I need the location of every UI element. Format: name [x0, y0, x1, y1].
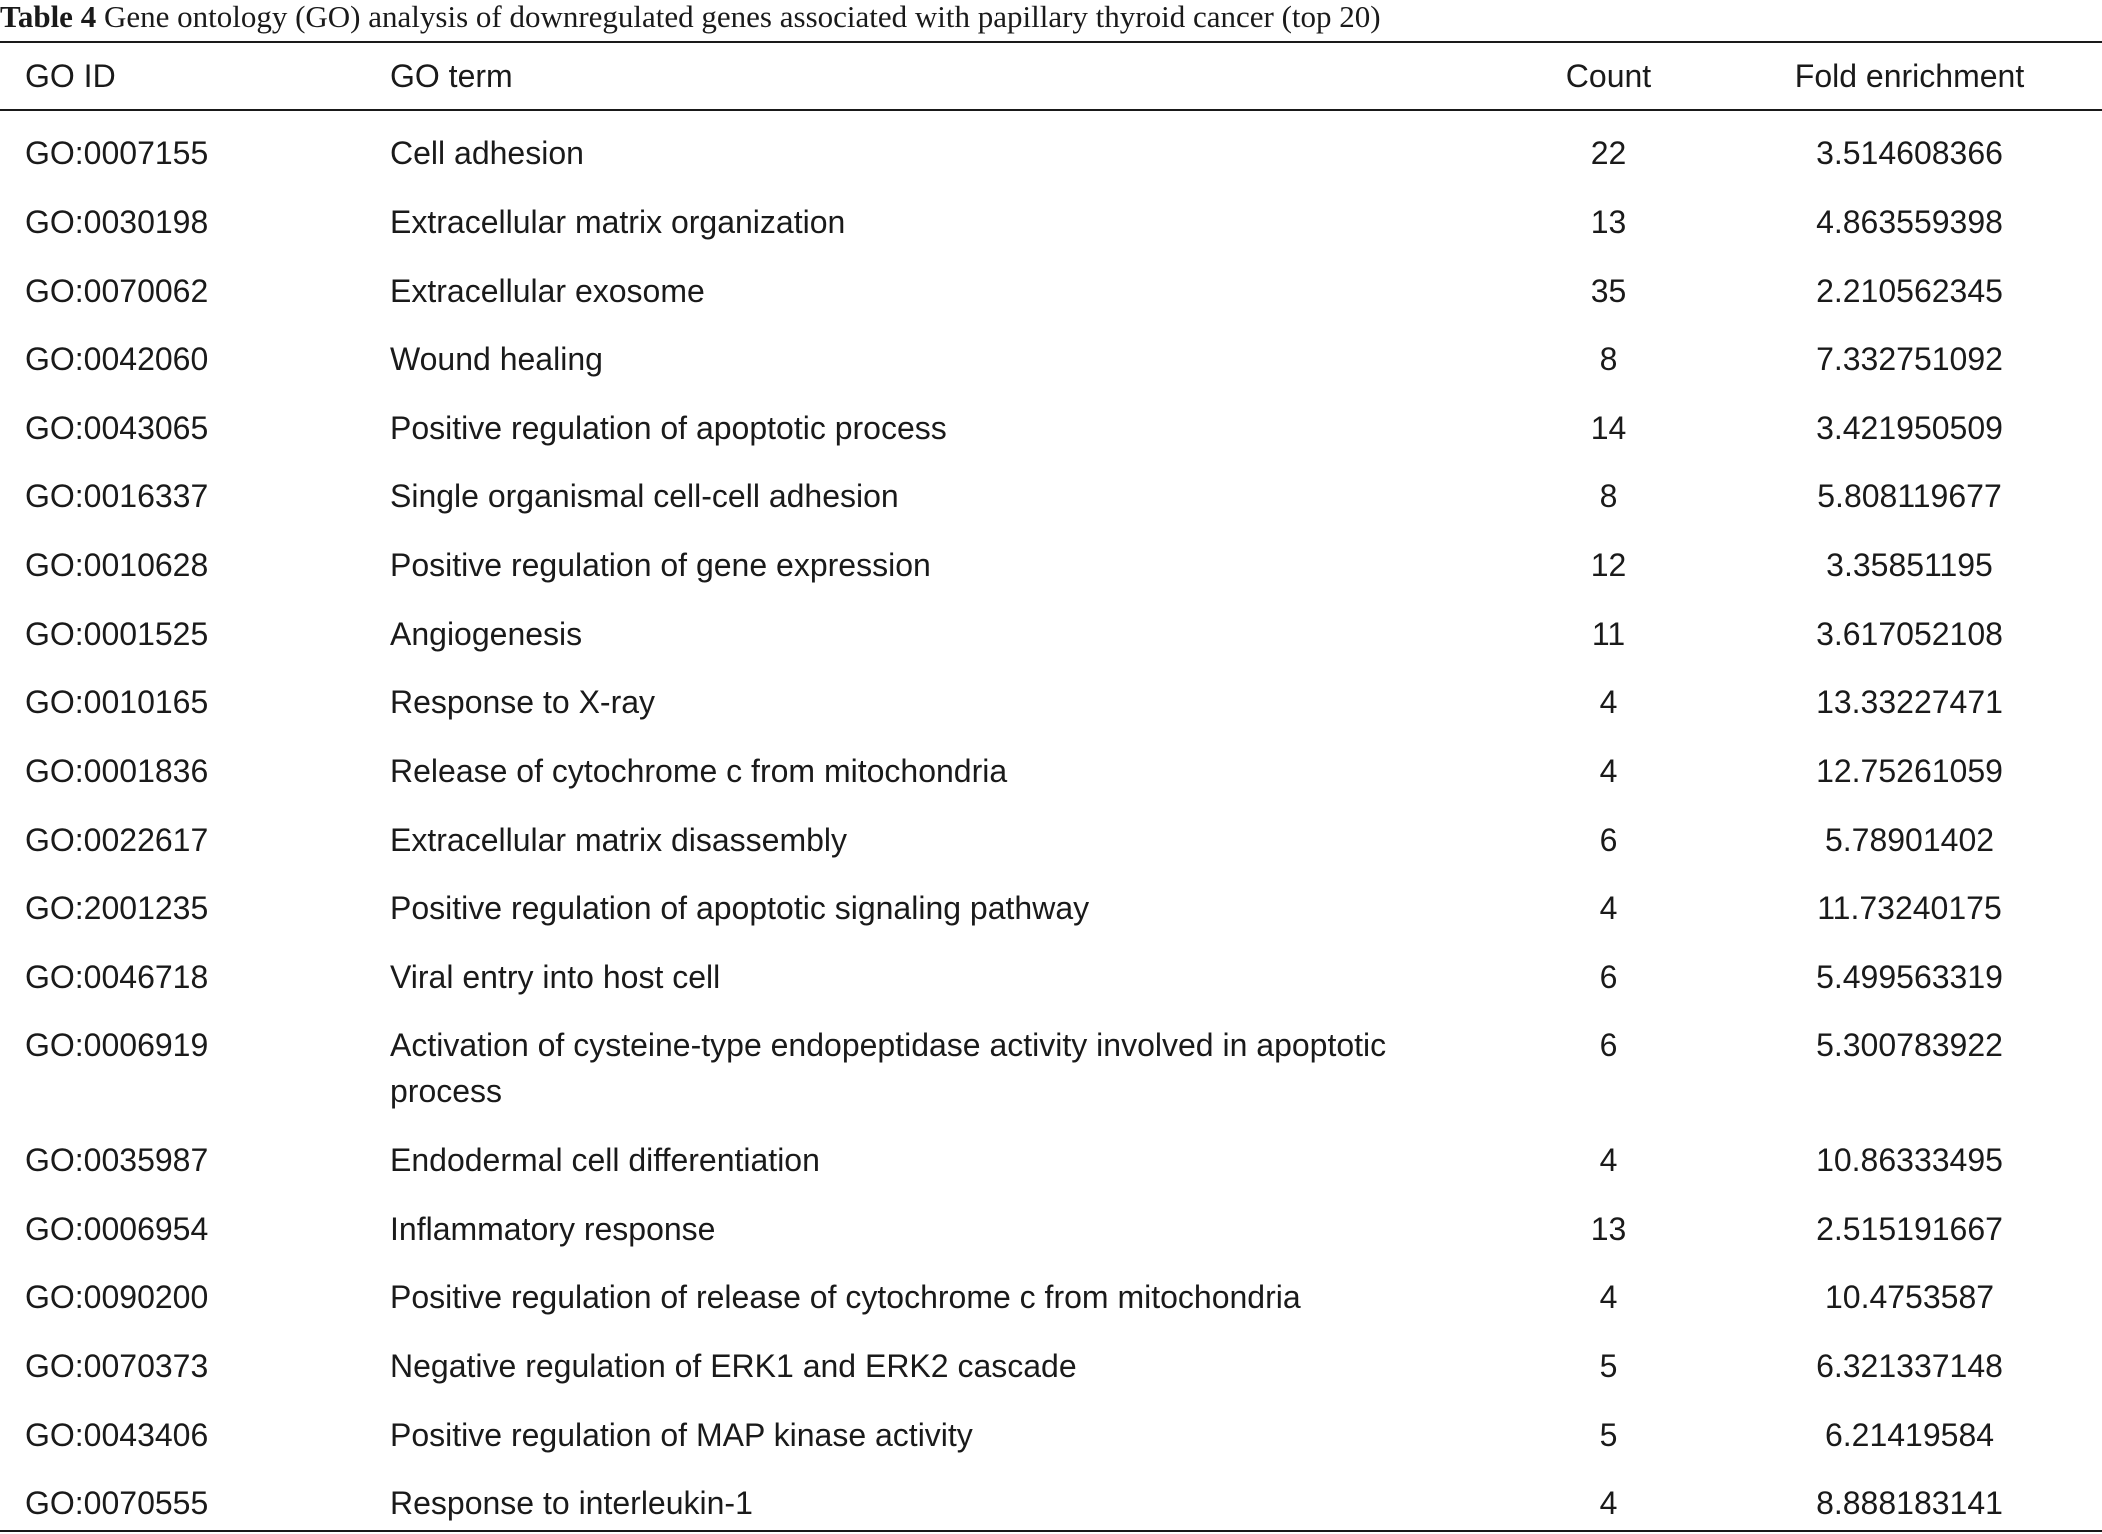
cell-count-text: 4: [1599, 1279, 1618, 1316]
cell-count-text: 5: [1599, 1416, 1618, 1453]
cell-fold-enrichment: [1717, 864, 2102, 933]
table-row: [0, 1253, 2102, 1322]
caption-label: Table 4: [0, 0, 97, 34]
cell-fold-enrichment-text: 13.33227471: [1816, 684, 2003, 721]
cell-fold-enrichment-text: 10.4753587: [1824, 1279, 1995, 1316]
cell-fold-enrichment-text: 2.515191667: [1816, 1210, 2003, 1247]
cell-fold-enrichment-text: 3.617052108: [1816, 615, 2003, 652]
cell-go-id-text: GO:0001525: [25, 615, 209, 652]
cell-count: [1500, 933, 1717, 1002]
cell-count: [1500, 109, 1717, 178]
cell-count: [1500, 1390, 1717, 1459]
cell-fold-enrichment-text: 5.499563319: [1816, 958, 2003, 995]
table-caption: [0, 0, 1381, 40]
cell-count: [1500, 178, 1717, 247]
table-row: [0, 864, 2102, 933]
cell-count: [1500, 1459, 1717, 1528]
cell-go-term: [390, 109, 1500, 178]
cell-count: [1500, 658, 1717, 727]
cell-go-term: [390, 1116, 1500, 1185]
cell-go-term: [390, 589, 1500, 658]
cell-fold-enrichment: [1717, 1001, 2102, 1116]
cell-fold-enrichment: [1717, 933, 2102, 1002]
cell-fold-enrichment-text: 5.78901402: [1824, 821, 1995, 858]
cell-count-text: 35: [1590, 272, 1627, 309]
header-go-term: GO term: [390, 58, 513, 94]
cell-count-text: 4: [1599, 1485, 1618, 1522]
cell-go-term-text: Release of cytochrome c from mitochondria: [390, 752, 1008, 789]
cell-count: [1500, 452, 1717, 521]
cell-go-id-text: GO:0042060: [25, 341, 209, 378]
cell-count-text: 8: [1599, 341, 1618, 378]
cell-go-id: [0, 521, 390, 590]
cell-go-term-text: Cell adhesion: [390, 135, 584, 172]
cell-go-id: [0, 1390, 390, 1459]
cell-count: [1500, 1253, 1717, 1322]
cell-go-term-text: Negative regulation of ERK1 and ERK2 cascade: [390, 1347, 1077, 1384]
cell-go-term: [390, 658, 1500, 727]
cell-go-term-text: Extracellular exosome: [390, 272, 705, 309]
cell-go-term-text: Response to interleukin-1: [390, 1485, 753, 1522]
header-count: Count: [1565, 58, 1652, 94]
table-row: [0, 178, 2102, 247]
cell-count: [1500, 864, 1717, 933]
cell-count-text: 8: [1599, 478, 1618, 515]
cell-go-term: [390, 1322, 1500, 1391]
cell-go-id: [0, 384, 390, 453]
cell-count: [1500, 727, 1717, 796]
cell-fold-enrichment: [1717, 1390, 2102, 1459]
cell-count-text: 4: [1599, 752, 1618, 789]
cell-count: [1500, 1184, 1717, 1253]
header-go-id: GO ID: [25, 58, 116, 94]
cell-go-id: [0, 933, 390, 1002]
cell-fold-enrichment-text: 5.300783922: [1816, 1027, 2003, 1064]
table-row: [0, 1184, 2102, 1253]
cell-count: [1500, 315, 1717, 384]
cell-fold-enrichment-text: 10.86333495: [1816, 1142, 2003, 1179]
cell-go-id: [0, 589, 390, 658]
cell-go-id: [0, 246, 390, 315]
cell-go-id-text: GO:0030198: [25, 203, 209, 240]
cell-go-id: [0, 1184, 390, 1253]
cell-fold-enrichment: [1717, 1322, 2102, 1391]
table-row: [0, 795, 2102, 864]
cell-go-term-text: Positive regulation of gene expression: [390, 547, 931, 584]
cell-go-id: [0, 727, 390, 796]
cell-fold-enrichment: [1717, 1184, 2102, 1253]
cell-go-term-text: Positive regulation of apoptotic signaling pathway: [390, 890, 1090, 927]
cell-go-id-text: GO:0043065: [25, 409, 209, 446]
cell-fold-enrichment: [1717, 658, 2102, 727]
cell-fold-enrichment-text: 3.421950509: [1816, 409, 2003, 446]
cell-go-id-text: GO:0010165: [25, 684, 209, 721]
cell-go-term: [390, 864, 1500, 933]
cell-count: [1500, 1322, 1717, 1391]
cell-go-term: [390, 933, 1500, 1002]
cell-go-term-text: Viral entry into host cell: [390, 958, 721, 995]
cell-fold-enrichment-text: 4.863559398: [1816, 203, 2003, 240]
cell-go-term: [390, 795, 1500, 864]
table-row: [0, 1001, 2102, 1116]
cell-go-id-text: GO:0007155: [25, 135, 209, 172]
cell-go-id: [0, 1322, 390, 1391]
cell-go-term: [390, 1390, 1500, 1459]
cell-count-text: 13: [1590, 1210, 1627, 1247]
cell-go-id-text: GO:0070062: [25, 272, 209, 309]
cell-count-text: 14: [1590, 409, 1627, 446]
table-row: [0, 1116, 2102, 1185]
header-row: [0, 43, 2102, 109]
table-body: [0, 109, 2102, 1528]
cell-fold-enrichment-text: 2.210562345: [1816, 272, 2003, 309]
cell-fold-enrichment-text: 6.21419584: [1824, 1416, 1995, 1453]
cell-go-term: [390, 521, 1500, 590]
cell-fold-enrichment-text: 3.514608366: [1816, 135, 2003, 172]
cell-fold-enrichment: [1717, 109, 2102, 178]
cell-go-term: [390, 1253, 1500, 1322]
cell-go-id: [0, 864, 390, 933]
table-row: [0, 246, 2102, 315]
cell-go-id: [0, 452, 390, 521]
cell-go-id-text: GO:0022617: [25, 821, 209, 858]
cell-count: [1500, 1116, 1717, 1185]
cell-count-text: 6: [1599, 821, 1618, 858]
cell-count-text: 5: [1599, 1347, 1618, 1384]
cell-go-id-text: GO:0070555: [25, 1485, 209, 1522]
cell-fold-enrichment: [1717, 452, 2102, 521]
cell-go-id-text: GO:0006954: [25, 1210, 209, 1247]
cell-go-id-text: GO:0070373: [25, 1347, 209, 1384]
cell-count-text: 4: [1599, 684, 1618, 721]
cell-go-term-text: Single organismal cell-cell adhesion: [390, 478, 899, 515]
caption-text: Gene ontology (GO) analysis of downregulated genes associated with papillary thyroid cancer (top 20): [103, 0, 1381, 34]
go-table: [0, 43, 2102, 1528]
cell-count-text: 13: [1590, 203, 1627, 240]
cell-go-term-text: Positive regulation of release of cytochrome c from mitochondria: [390, 1279, 1301, 1316]
cell-go-term-text: Positive regulation of apoptotic process: [390, 409, 947, 446]
cell-count-text: 12: [1590, 547, 1627, 584]
cell-count: [1500, 521, 1717, 590]
cell-go-term: [390, 315, 1500, 384]
cell-go-term-text: Inflammatory response: [390, 1210, 716, 1247]
table-row: [0, 1459, 2102, 1528]
cell-count: [1500, 1001, 1717, 1116]
cell-go-id: [0, 178, 390, 247]
table-row: [0, 521, 2102, 590]
cell-go-term: [390, 178, 1500, 247]
cell-go-id-text: GO:0016337: [25, 478, 209, 515]
cell-count: [1500, 589, 1717, 658]
cell-fold-enrichment: [1717, 1253, 2102, 1322]
table-row: [0, 727, 2102, 796]
cell-count-text: 22: [1590, 135, 1627, 172]
cell-fold-enrichment: [1717, 246, 2102, 315]
cell-go-id-text: GO:0046718: [25, 958, 209, 995]
cell-go-term-text: Extracellular matrix disassembly: [390, 821, 848, 858]
cell-go-id: [0, 315, 390, 384]
cell-go-term-text: Wound healing: [390, 341, 603, 378]
cell-fold-enrichment-text: 6.321337148: [1816, 1347, 2003, 1384]
cell-fold-enrichment: [1717, 384, 2102, 453]
cell-go-id: [0, 1001, 390, 1116]
cell-count-text: 6: [1599, 1027, 1618, 1064]
cell-go-term-text: Angiogenesis: [390, 615, 583, 652]
table-row: [0, 1390, 2102, 1459]
table-row: [0, 315, 2102, 384]
cell-fold-enrichment: [1717, 589, 2102, 658]
cell-fold-enrichment: [1717, 178, 2102, 247]
cell-fold-enrichment-text: 7.332751092: [1816, 341, 2003, 378]
table-row: [0, 452, 2102, 521]
cell-go-id: [0, 1253, 390, 1322]
cell-fold-enrichment: [1717, 727, 2102, 796]
table-row: [0, 1322, 2102, 1391]
cell-go-term: [390, 1001, 1500, 1116]
cell-go-id-text: GO:0006919: [25, 1027, 209, 1064]
cell-go-id: [0, 658, 390, 727]
cell-count: [1500, 246, 1717, 315]
cell-go-term: [390, 452, 1500, 521]
table-row: [0, 658, 2102, 727]
cell-go-id: [0, 795, 390, 864]
cell-go-term: [390, 727, 1500, 796]
cell-fold-enrichment-text: 12.75261059: [1816, 752, 2003, 789]
cell-go-id-text: GO:0001836: [25, 752, 209, 789]
cell-count-text: 4: [1599, 1142, 1618, 1179]
cell-go-term: [390, 1459, 1500, 1528]
cell-fold-enrichment-text: 8.888183141: [1816, 1485, 2003, 1522]
bottom-rule: [0, 1530, 2102, 1532]
cell-go-id-text: GO:0035987: [25, 1142, 209, 1179]
table-row: [0, 109, 2102, 178]
cell-go-term-text: Endodermal cell differentiation: [390, 1142, 820, 1179]
cell-go-id-text: GO:0043406: [25, 1416, 209, 1453]
cell-go-id-text: GO:0090200: [25, 1279, 209, 1316]
cell-go-term: [390, 384, 1500, 453]
cell-fold-enrichment: [1717, 1116, 2102, 1185]
cell-go-id-text: GO:0010628: [25, 547, 209, 584]
cell-go-term: [390, 1184, 1500, 1253]
cell-count-text: 11: [1591, 615, 1626, 652]
cell-fold-enrichment: [1717, 1459, 2102, 1528]
cell-fold-enrichment-text: 11.73240175: [1817, 890, 2002, 927]
cell-go-term-text: Activation of cysteine-type endopeptidase activity involved in apoptotic process: [390, 1027, 1387, 1110]
cell-count: [1500, 795, 1717, 864]
cell-go-term: [390, 246, 1500, 315]
cell-go-term-text: Response to X-ray: [390, 684, 656, 721]
table-row: [0, 933, 2102, 1002]
cell-fold-enrichment: [1717, 521, 2102, 590]
table-row: [0, 384, 2102, 453]
cell-go-term-text: Extracellular matrix organization: [390, 203, 846, 240]
cell-count-text: 4: [1599, 890, 1618, 927]
cell-go-id: [0, 1116, 390, 1185]
cell-go-term-text: Positive regulation of MAP kinase activity: [390, 1416, 973, 1453]
cell-count: [1500, 384, 1717, 453]
cell-go-id: [0, 1459, 390, 1528]
cell-fold-enrichment-text: 3.35851195: [1826, 547, 1993, 584]
cell-go-id-text: GO:2001235: [25, 890, 209, 927]
cell-count-text: 6: [1599, 958, 1618, 995]
cell-fold-enrichment: [1717, 795, 2102, 864]
table-row: [0, 589, 2102, 658]
cell-fold-enrichment-text: 5.808119677: [1817, 478, 2002, 515]
cell-fold-enrichment: [1717, 315, 2102, 384]
cell-go-id: [0, 109, 390, 178]
header-fold-enrichment: Fold enrichment: [1794, 58, 2025, 94]
